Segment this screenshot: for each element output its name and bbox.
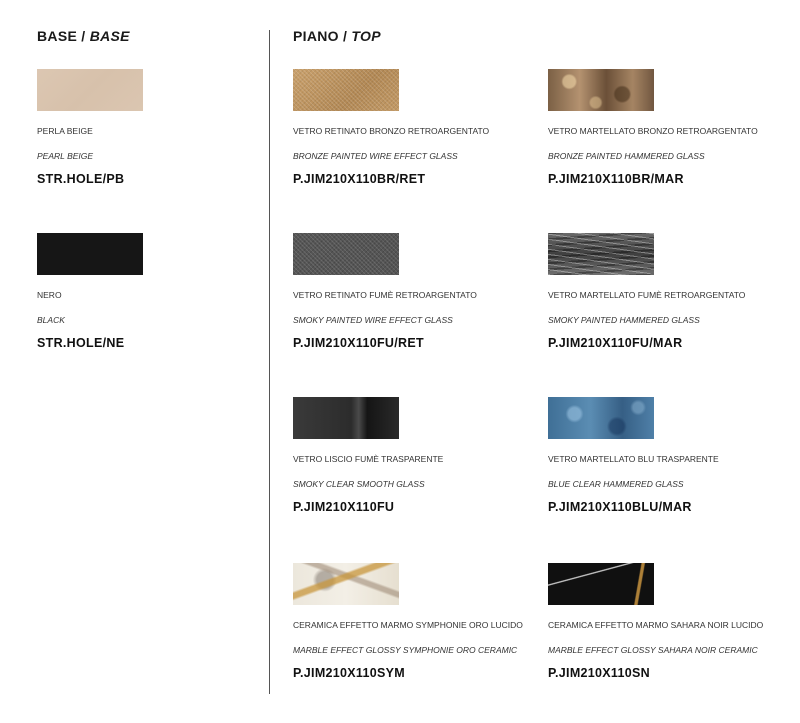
- base-heading-sub: BASE: [89, 28, 130, 44]
- item-name-en: SMOKY PAINTED HAMMERED GLASS: [548, 315, 700, 325]
- swatch-blue-hammered: [548, 397, 654, 439]
- swatch-marble-sahara: [548, 563, 654, 605]
- item-name-it: VETRO MARTELLATO FUMÈ RETROARGENTATO: [548, 290, 746, 300]
- top-item-marble-sahara: [548, 563, 798, 680]
- top-item-smoky-hammered: [548, 233, 798, 350]
- top-item-smoky-smooth: [293, 397, 543, 514]
- base-heading: BASE / BASE: [37, 28, 130, 44]
- swatch-bronze-wire: [293, 69, 399, 111]
- item-name-it: VETRO RETINATO FUMÈ RETROARGENTATO: [293, 290, 477, 300]
- base-item-pearl-beige: [37, 69, 287, 186]
- base-heading-main: BASE: [37, 28, 78, 44]
- item-name-en: PEARL BEIGE: [37, 151, 94, 161]
- top-item-marble-symphonie: [293, 563, 543, 680]
- top-heading: PIANO / TOP: [293, 28, 381, 44]
- base-item-black: [37, 233, 287, 350]
- item-name-it: VETRO MARTELLATO BLU TRASPARENTE: [548, 454, 719, 464]
- item-name-it: VETRO MARTELLATO BRONZO RETROARGENTATO: [548, 126, 758, 136]
- swatch-smoky-wire: [293, 233, 399, 275]
- swatch-bronze-hammered: [548, 69, 654, 111]
- item-name-it: VETRO RETINATO BRONZO RETROARGENTATO: [293, 126, 490, 136]
- item-name-it: PERLA BEIGE: [37, 126, 93, 136]
- top-heading-sub: TOP: [351, 28, 381, 44]
- item-code: P.JIM210X110SYM: [293, 666, 405, 680]
- top-item-smoky-wire: [293, 233, 543, 350]
- item-name-it: CERAMICA EFFETTO MARMO SAHARA NOIR LUCIDO: [548, 620, 764, 630]
- item-name-en: SMOKY CLEAR SMOOTH GLASS: [293, 479, 425, 489]
- item-code: STR.HOLE/NE: [37, 336, 125, 350]
- top-heading-main: PIANO: [293, 28, 339, 44]
- item-code: STR.HOLE/PB: [37, 172, 125, 186]
- item-name-en: MARBLE EFFECT GLOSSY SYMPHONIE ORO CERAMIC: [293, 645, 518, 655]
- item-code: P.JIM210X110BR/MAR: [548, 172, 684, 186]
- item-name-en: BRONZE PAINTED WIRE EFFECT GLASS: [293, 151, 458, 161]
- top-item-blue-hammered: [548, 397, 798, 514]
- item-name-en: BRONZE PAINTED HAMMERED GLASS: [548, 151, 705, 161]
- item-code: P.JIM210X110SN: [548, 666, 650, 680]
- item-name-it: CERAMICA EFFETTO MARMO SYMPHONIE ORO LUCIDO: [293, 620, 523, 630]
- swatch-smoky-hammered: [548, 233, 654, 275]
- swatch-pearl-beige: [37, 69, 143, 111]
- item-code: P.JIM210X110FU: [293, 500, 395, 514]
- item-name-en: SMOKY PAINTED WIRE EFFECT GLASS: [293, 315, 453, 325]
- item-code: P.JIM210X110FU/RET: [293, 336, 424, 350]
- item-name-en: MARBLE EFFECT GLOSSY SAHARA NOIR CERAMIC: [548, 645, 758, 655]
- top-item-bronze-wire: [293, 69, 543, 186]
- item-name-en: BLUE CLEAR HAMMERED GLASS: [548, 479, 684, 489]
- swatch-marble-symphonie: [293, 563, 399, 605]
- swatch-black: [37, 233, 143, 275]
- item-name-en: BLACK: [37, 315, 65, 325]
- item-code: P.JIM210X110BR/RET: [293, 172, 426, 186]
- top-item-bronze-hammered: [548, 69, 798, 186]
- item-name-it: VETRO LISCIO FUMÈ TRASPARENTE: [293, 454, 444, 464]
- item-name-it: NERO: [37, 290, 62, 300]
- item-code: P.JIM210X110FU/MAR: [548, 336, 683, 350]
- item-code: P.JIM210X110BLU/MAR: [548, 500, 692, 514]
- swatch-smoky-smooth: [293, 397, 399, 439]
